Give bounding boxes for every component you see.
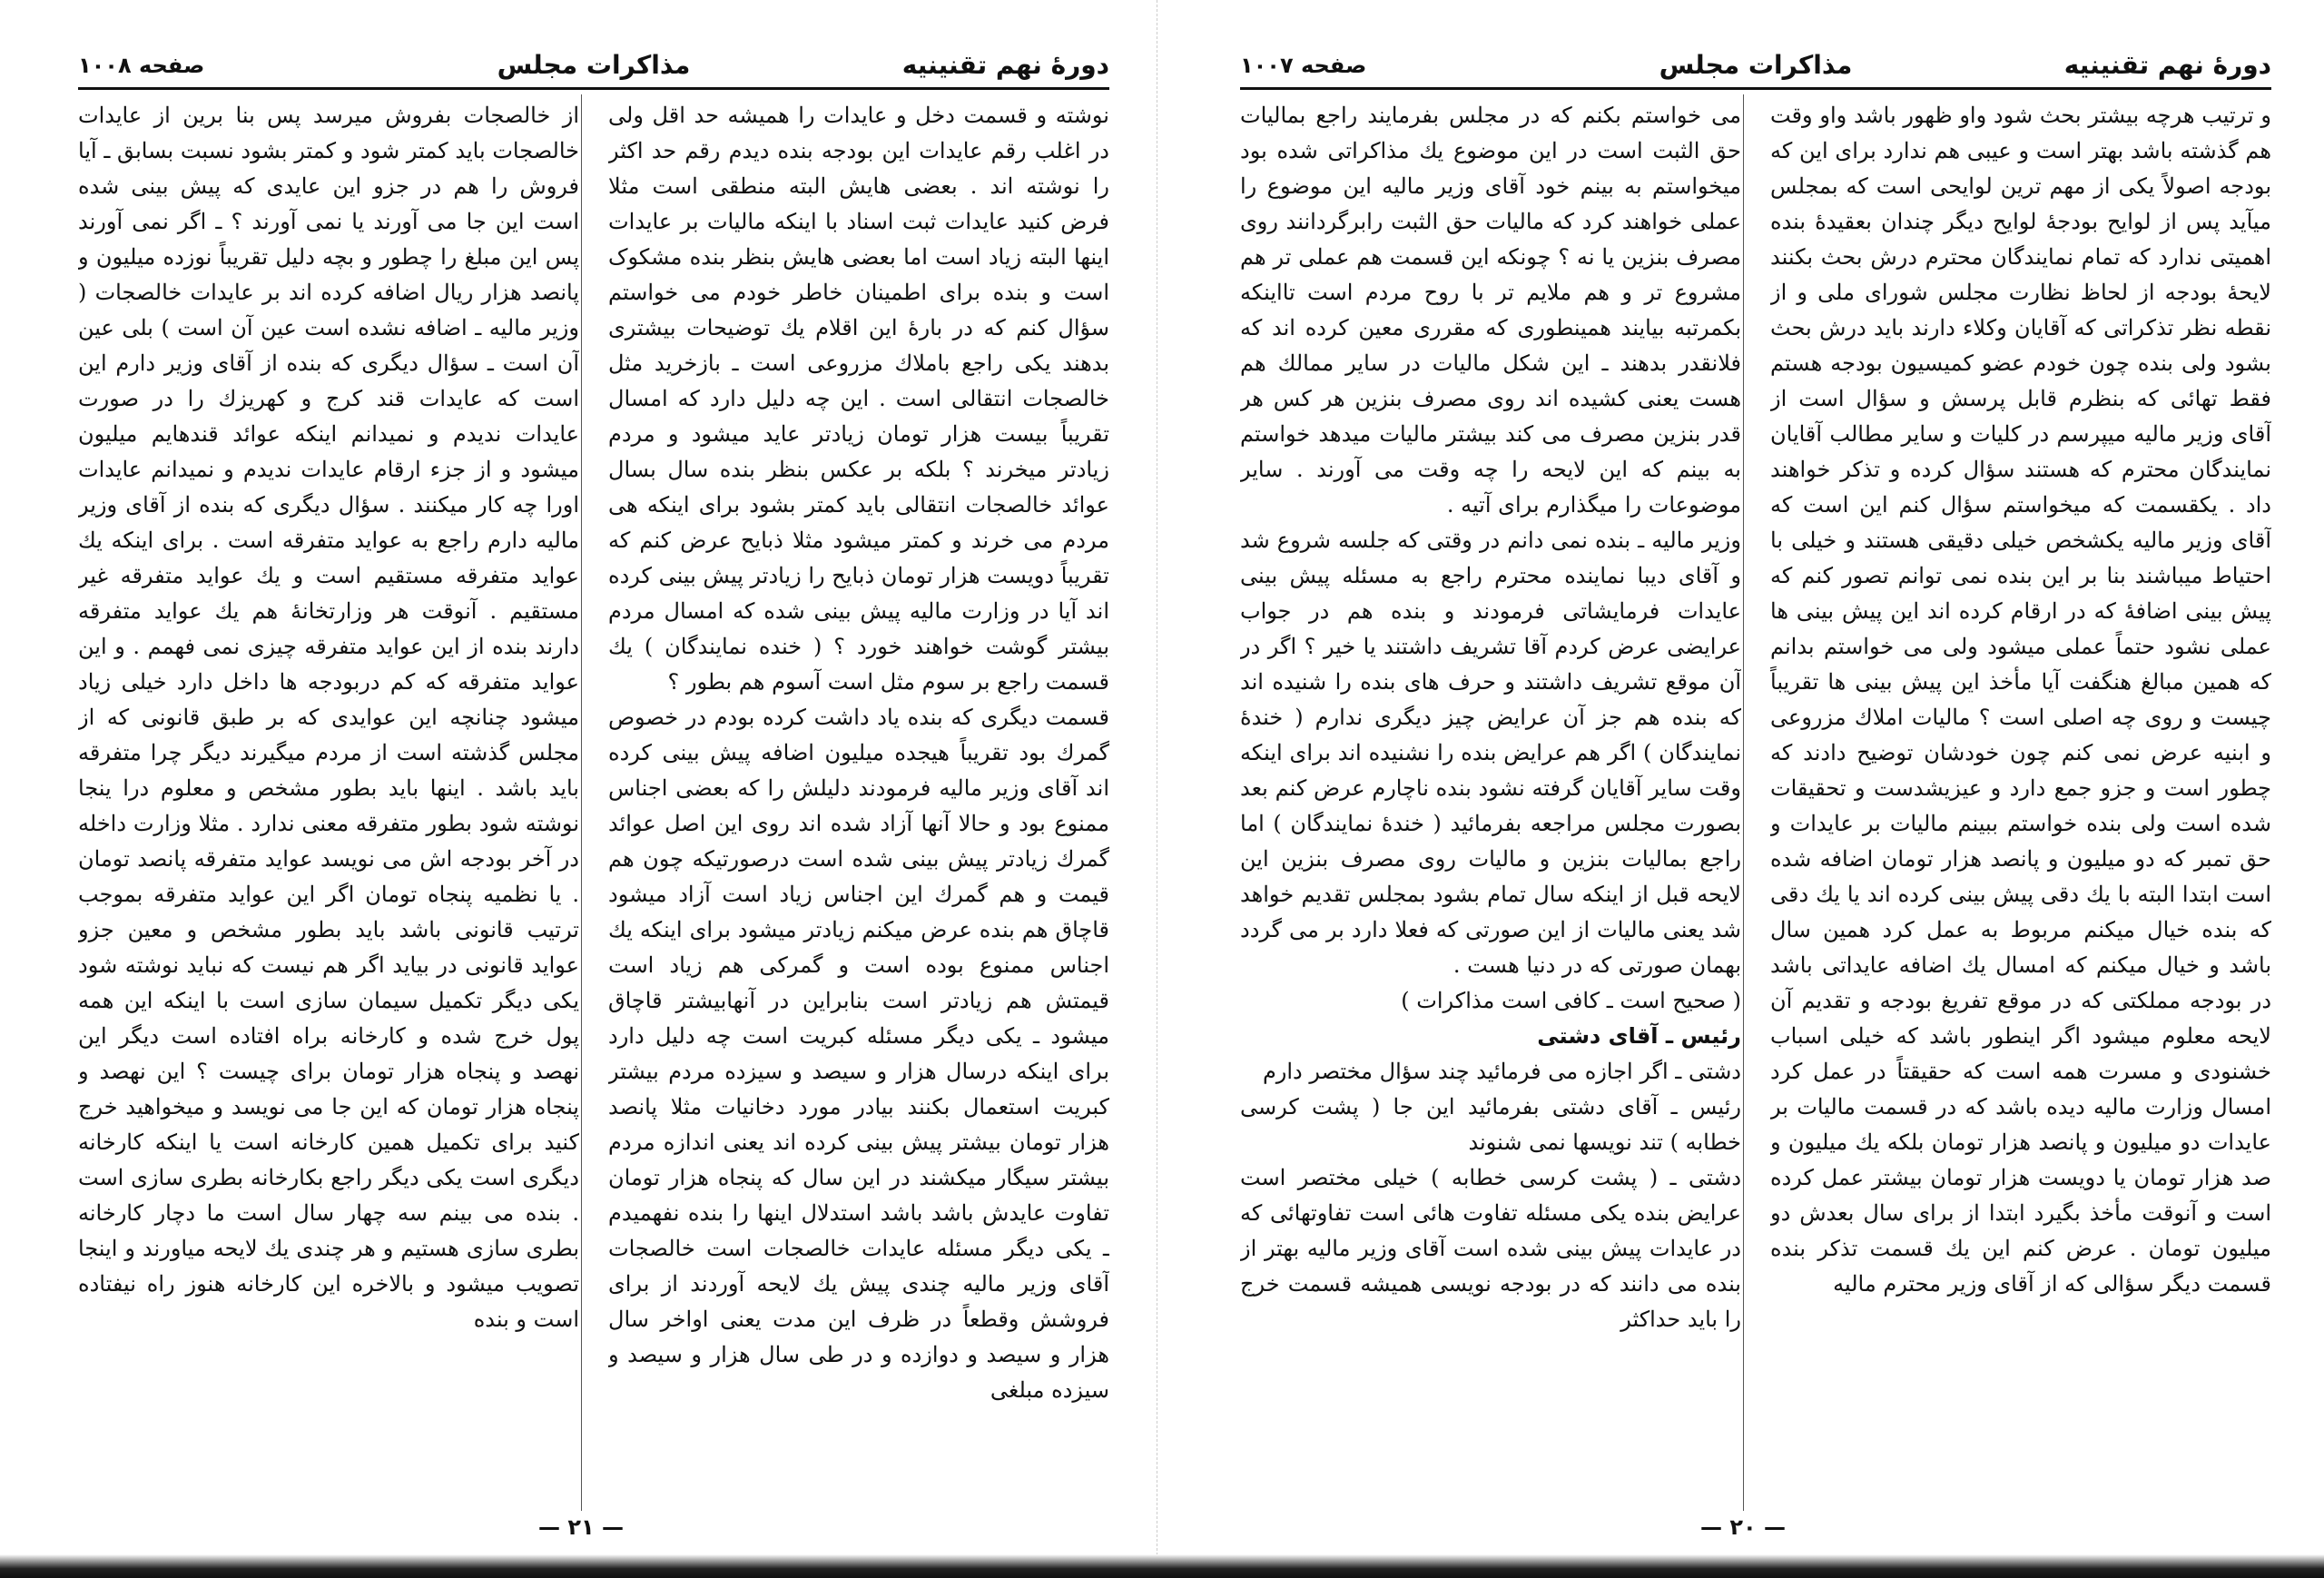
right-page xyxy=(1162,0,2324,1578)
right-page-left-column-paragraph-2: وزیر مالیه ـ بنده نمی دانم در وقتی که جلسه شروع شد و آقای دیبا نماینده محترم راجع به مسئله پیش بینی عایدات فرمایشاتی فرمودند و بنده هم در جواب عرایضی عرض کردم آقا تشریف داشتند یا خیر ؟ اگر در آن موقع تشریف داشتند و حرف های بنده را شنیده اند که بنده هم جز آن عرایض چیز دیگری ندارم ( خندهٔ نمایندگان ) اگر هم عرایض بنده را نشنیده اند برای اینکه وقت سایر آقایان گرفته نشود بنده ناچارم عرض کنم بعد بصورت مجلس مراجعه بفرمائید ( خندهٔ نمایندگان ) اما راجع بمالیات بنزین و مالیات روی مصرف بنزین این لایحه قبل از اینکه سال تمام بشود بمجلس تقدیم خواهد شد یعنی مالیات از این صورتی که فعلا دارد بر می گردد بهمان صورتی که در دنیا هست . xyxy=(1240,528,1741,978)
right-page-left-column-paragraph-5: دشتی ـ اگر اجازه می فرمائید چند سؤال مختصر دارم xyxy=(1262,1059,1741,1084)
right-page-left-column-paragraph-1: می خواستم بکنم که در مجلس بفرمایند راجع بمالیات حق الثبت است در این موضوع یك مذاکراتی شده بود میخواستم به بینم خود آقای وزیر مالیه این موضوع را عملی خواهند کرد که مالیات حق الثبت رابرگردانند روی مصرف بنزین یا نه ؟ چونکه این قسمت هم عملی تر هم مشروع تر و هم ملایم تر با روح مردم است تااینکه بکمرتبه بیایند همینطوری که مقرری معین کرده اند که فلانقدر بدهند ـ این شکل مالیات در سایر ممالك هم هست یعنی کشیده اند روی مصرف بنزین هر کس هر قدر بنزین مصرف می کند بیشتر مالیات میدهد خواستم به بینم که این لایحه را چه وقت می آورند . سایر موضوعات را میگذارم برای آتیه . xyxy=(1240,103,1741,518)
left-page-header-rule xyxy=(78,87,1109,90)
left-page-header xyxy=(78,47,1109,84)
left-page-title: مذاکرات مجلس xyxy=(497,50,691,80)
right-page-title: مذاکرات مجلس xyxy=(1659,50,1853,80)
left-page-period: دورهٔ نهم تقنینیه xyxy=(901,50,1109,80)
right-page-header xyxy=(1240,47,2271,84)
left-page-column-divider xyxy=(581,94,582,1511)
right-page-left-column-paragraph-7: دشتی ـ ( پشت کرسی خطابه ) خیلی مختصر است عرایض بنده یکی مسئله تفاوت هائی است تفاوتهائی که در عایدات پیش بینی شده است آقای وزیر مالیه بهتر از بنده می دانند که در بودجه نویسی همیشه قسمت خرج را باید حداکثر xyxy=(1240,1165,1741,1332)
right-page-left-column xyxy=(1240,98,1741,1514)
left-page-right-column-paragraph-2: قسمت دیگری که بنده یاد داشت کرده بودم در خصوص گمرك بود تقریباً هیجده میلیون اضافه پیش بینی کرده اند آقای وزیر مالیه فرمودند دلیلش را که بعضی اجناس ممنوع بود و حالا آنها آزاد شده اند روی این اصل عوائد گمرك زیادتر پیش بینی شده است درصورتیکه چون هم قیمت و هم گمرك این اجناس زیاد است آزاد میشود قاچاق هم بنده عرض میکنم زیادتر میشود برای اینکه یك اجناس ممنوع بوده است و گمرکی هم زیاد است قیمتش هم زیادتر است بنابراین در آنهابیشتر قاچاق میشود ـ یکی دیگر مسئله کبریت است چه دلیل دارد برای اینکه درسال هزار و سیصد و سیزده مردم بیشتر کبریت استعمال بکنند بیادر مورد دخانیات مثلا پانصد هزار تومان بیشتر پیش بینی کرده اند یعنی اندازه مردم بیشتر سیگار میکشند در این سال که پنجاه هزار تومان تفاوت عایدش باشد باشد استدلال اینها را بنده نفهمیدم ـ یکی دیگر مسئله عایدات خالصجات است خالصجات آقای وزیر مالیه چندی پیش یك لایحه آوردند از برای فروشش وقطعاً در ظرف این مدت یعنی اواخر سال هزار و سیصد و دوازده و در طی سال هزار و سیصد و سیزده مبلغی xyxy=(608,705,1109,1403)
right-page-left-column-paragraph-3: ( صحیح است ـ کافی است مذاکرات ) xyxy=(1401,988,1741,1013)
scan-bottom-edge xyxy=(0,1554,2324,1578)
left-page-footer: — ۲۱ — xyxy=(537,1514,624,1540)
right-page-right-column-paragraph-1: و ترتیب هرچه بیشتر بحث شود واو ظهور باشد واو وقت هم گذشته باشد بهتر است و عیبی هم ندارد برای این که بودجه اصولاً یکی از مهم ترین لوایحی است که بمجلس میآید پس از لوایح بودجهٔ لوایح دیگر چندان بعقیدهٔ بنده اهمیتی ندارد که تمام نمایندگان محترم درش بحث بکنند لایحهٔ بودجه از لحاظ نظارت مجلس شورای ملی و از نقطه نظر تذکراتی که آقایان وکلاء دارند باید درش بحث بشود ولی بنده چون خودم عضو کمیسیون بودجه هستم فقط تهائی که بنظرم قابل پرسش و سؤال است از آقای وزیر مالیه میپرسم در کلیات و سایر مطالب آقایان نمایندگان محترم که هستند سؤال کرده و تذکر خواهند داد . یکقسمت که میخواستم سؤال کنم این است که آقای وزیر مالیه یکشخص خیلی دقیقی هستند و خیلی با احتیاط میباشند بنا بر این بنده نمی توانم تصور کنم که پیش بینی اضافهٔ که در ارقام کرده اند این پیش بینی ها عملی نشود حتماً عملی میشود ولی می خواستم بدانم که همین مبالغ هنگفت آیا مأخذ این پیش بینی ها تقریباً چیست و روی چه اصلی است ؟ مالیات املاك مزروعی و ابنیه عرض نمی کنم چون خودشان توضیح دادند که چطور است و جزو جمع دارد و عیزیشدست و تحقیقات شده است ولی بنده خواستم ببینم مالیات بر عایدات و حق تمبر که دو میلیون و پانصد هزار تومان اضافه شده است ابتدا البته با یك دقی پیش بینی کرده اند یا یك دقی که بنده خیال میکنم مربوط به عمل کرد همین سال باشد و خیال میکنم که امسال یك اضافه عایداتی باشد در بودجه مملکتی که در موقع تفریغ بودجه و تقدیم آن لایحه معلوم میشود اگر اینطور باشد که خیلی اسباب خشنودی و مسرت همه است که حقیقتاً در عمل کرد امسال وزارت مالیه دیده باشد که در قسمت مالیات بر عایدات دو میلیون و پانصد هزار تومان بلکه یك میلیون و صد هزار تومان یا دویست هزار تومان بیشتر عمل کرده است و آنوقت مأخذ بگیرد ابتدا از برای سال بعدش دو میلیون تومان . عرض کنم این یك قسمت تذکر بنده قسمت دیگر سؤالی که از آقای وزیر محترم مالیه xyxy=(1770,103,2271,1297)
left-page-right-column xyxy=(608,98,1109,1514)
right-page-right-column xyxy=(1770,98,2271,1514)
right-page-number: صفحه ۱۰۰۷ xyxy=(1240,53,1367,78)
right-page-period: دورهٔ نهم تقنینیه xyxy=(2063,50,2271,80)
right-page-column-divider xyxy=(1743,94,1744,1511)
right-page-header-rule xyxy=(1240,87,2271,90)
right-page-footer: — ۲۰ — xyxy=(1699,1514,1786,1540)
right-page-left-column-paragraph-6: رئیس ـ آقای دشتی بفرمائید این جا ( پشت کرسی خطابه ) تند نویسها نمی شنوند xyxy=(1240,1094,1741,1155)
left-page-left-column xyxy=(78,98,579,1514)
right-page-left-column-paragraph-4: رئیس ـ آقای دشتی xyxy=(1537,1023,1741,1049)
left-page-number: صفحه ۱۰۰۸ xyxy=(78,53,205,78)
left-page-right-column-paragraph-1: نوشته و قسمت دخل و عایدات را همیشه حد اقل ولی در اغلب رقم عایدات این بودجه بنده دیدم رقم حد اکثر را نوشته اند . بعضی هایش البته منطقی است مثلا فرض کنید عایدات ثبت اسناد با اینکه مالیات بر عایدات اینها البته زیاد است اما بعضی هایش بنظر بنده مشکوک است و بنده برای اطمینان خاطر خودم می خواستم سؤال کنم که در بارهٔ این اقلام یك توضیحات بیشتری بدهند یکی راجع باملاك مزروعی است ـ بازخرید مثل خالصجات انتقالی است . این چه دلیل دارد که امسال تقریباً بیست هزار تومان زیادتر عاید میشود و مردم زیادتر میخرند ؟ بلکه بر عکس بنظر بنده سال بسال عوائد خالصجات انتقالی باید کمتر بشود برای اینکه هی مردم می خرند و کمتر میشود مثلا ذبایح عرض کنم که تقریباً دویست هزار تومان ذبایح را زیادتر پیش بینی کرده اند آیا در وزارت مالیه پیش بینی شده که امسال مردم بیشتر گوشت خواهند خورد ؟ ( خنده نمایندگان ) یك قسمت راجع بر سوم مثل است آسوم هم بطور ؟ xyxy=(608,103,1109,695)
left-page-left-column-paragraph-1: از خالصجات بفروش میرسد پس بنا برین از عایدات خالصجات باید کمتر شود و کمتر بشود نسبت بسابق ـ آیا فروش را هم در جزو این عایدی که پیش بینی شده است این جا می آورند یا نمی آورند ؟ ـ اگر نمی آورند پس این مبلغ را چطور و بچه دلیل تقریباً نوزده میلیون و پانصد هزار ریال اضافه کرده اند بر عایدات خالصجات ( وزیر مالیه ـ اضافه نشده است عین آن است ) بلی عین آن است ـ سؤال دیگری که بنده از آقای وزیر دارم این است که عایدات قند کرج و کهریزك را در صورت عایدات ندیدم و نمیدانم اینکه عوائد قندهایم میلیون میشود و از جزء ارقام عایدات ندیدم و نمیدانم عایدات اورا چه کار میکنند . سؤال دیگری که بنده از آقای وزیر مالیه دارم راجع به عواید متفرقه است . برای اینکه یك عواید متفرقه مستقیم است و یك عواید متفرقه غیر مستقیم . آنوقت هر وزارتخانهٔ هم یك عواید متفرقه دارند بنده از این عواید متفرقه چیزی نمی فهمم . و این عواید متفرقه که کم دربودجه ها داخل دارد خیلی زیاد میشود چنانچه این عوایدی که بر طبق قانونی که از مجلس گذشته است از مردم میگیرند دیگر چرا متفرقه باید باشد . اینها باید بطور مشخص و معلوم درا ینجا نوشته شود بطور متفرقه معنی ندارد . مثلا وزارت داخله در آخر بودجه اش می نویسد عواید متفرقه پانصد تومان . یا نظمیه پنجاه تومان اگر این عواید متفرقه بموجب ترتیب قانونی باشد باید بطور مشخص و معین جزو عواید قانونی در بیاید اگر هم نیست که نباید نوشته شود یکی دیگر تکمیل سیمان سازی است با اینکه این همه پول خرج شده و کارخانه براه افتاده است دیگر این نهصد و پنجاه هزار تومان برای چیست ؟ این نهصد و پنجاه هزار تومان که این جا می نویسد و میخواهید خرج کنید برای تکمیل همین کارخانه است یا اینکه کارخانه دیگری است یکی دیگر راجع بکارخانه بطری سازی است . بنده می بینم سه چهار سال است ما دچار کارخانه بطری سازی هستیم و هر چندی یك لایحه میاورند و اینجا تصویب میشود و بالاخره این کارخانه هنوز راه نیفتاده است و بنده xyxy=(78,103,579,1332)
